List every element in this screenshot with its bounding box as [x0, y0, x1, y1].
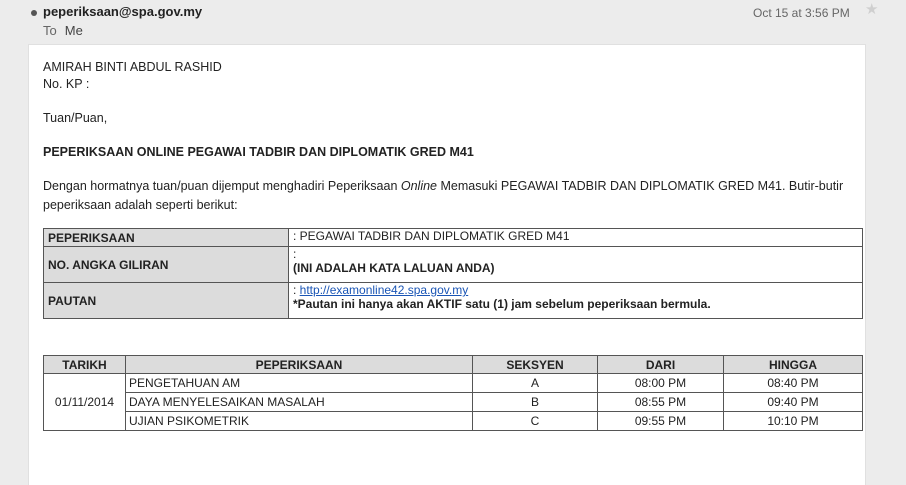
exam-end: 10:10 PM [724, 412, 863, 431]
exam-schedule-table [43, 355, 863, 431]
exam-section: C [473, 412, 598, 431]
turn-number-label: NO. ANGKA GILIRAN [44, 247, 289, 283]
exam-link[interactable]: http://examonline42.spa.gov.my [299, 283, 469, 297]
recipient-row [43, 23, 83, 38]
intro-text-1: Dengan hormatnya tuan/puan dijemput menghadiri Peperiksaan [43, 179, 401, 193]
id-number-label: No. KP : [43, 77, 90, 91]
table-row [44, 412, 863, 431]
col-header-section: SEKSYEN [473, 356, 598, 374]
intro-paragraph [43, 177, 868, 215]
exam-name: DAYA MENYELESAIKAN MASALAH [126, 393, 473, 412]
turn-number-cell [289, 247, 863, 283]
table-row [44, 374, 863, 393]
exam-end: 09:40 PM [724, 393, 863, 412]
col-header-to: HINGGA [724, 356, 863, 374]
salutation: Tuan/Puan, [43, 111, 108, 125]
link-cell [289, 283, 863, 319]
exam-end: 08:40 PM [724, 374, 863, 393]
exam-label: PEPERIKSAAN [44, 229, 289, 247]
recipient-fullname: AMIRAH BINTI ABDUL RASHID [43, 60, 222, 74]
exam-name: UJIAN PSIKOMETRIK [126, 412, 473, 431]
col-header-exam: PEPERIKSAAN [126, 356, 473, 374]
star-icon[interactable]: ★ [865, 1, 879, 18]
exam-date: 01/11/2014 [44, 374, 126, 431]
password-note: (INI ADALAH KATA LALUAN ANDA) [293, 261, 495, 275]
exam-section: A [473, 374, 598, 393]
link-note: *Pautan ini hanya akan AKTIF satu (1) jam sebelum peperiksaan bermula. [293, 297, 711, 311]
link-prefix: : [293, 283, 300, 297]
unread-dot-icon [31, 10, 37, 16]
exam-value: : PEGAWAI TADBIR DAN DIPLOMATIK GRED M41 [289, 229, 863, 247]
exam-details-table [43, 228, 863, 319]
email-date: Oct 15 at 3:56 PM [753, 6, 850, 20]
intro-text-2: Memasuki PEGAWAI TADBIR DAN DIPLOMATIK GRED M41. Butir-butir peperiksaan adalah seperti berikut: [43, 179, 844, 212]
email-subject: PEPERIKSAAN ONLINE PEGAWAI TADBIR DAN DIPLOMATIK GRED M41 [43, 145, 474, 159]
email-header [0, 0, 906, 44]
sender-address[interactable]: peperiksaan@spa.gov.my [43, 4, 203, 19]
col-header-date: TARIKH [44, 356, 126, 374]
link-label: PAUTAN [44, 283, 289, 319]
exam-name: PENGETAHUAN AM [126, 374, 473, 393]
recipient-name[interactable]: Me [64, 23, 83, 38]
exam-start: 08:00 PM [598, 374, 724, 393]
table-row [44, 393, 863, 412]
col-header-from: DARI [598, 356, 724, 374]
intro-text-italic: Online [400, 179, 438, 193]
exam-start: 09:55 PM [598, 412, 724, 431]
exam-section: B [473, 393, 598, 412]
turn-number-value: : [293, 247, 297, 261]
to-label: To [43, 23, 57, 38]
exam-start: 08:55 PM [598, 393, 724, 412]
